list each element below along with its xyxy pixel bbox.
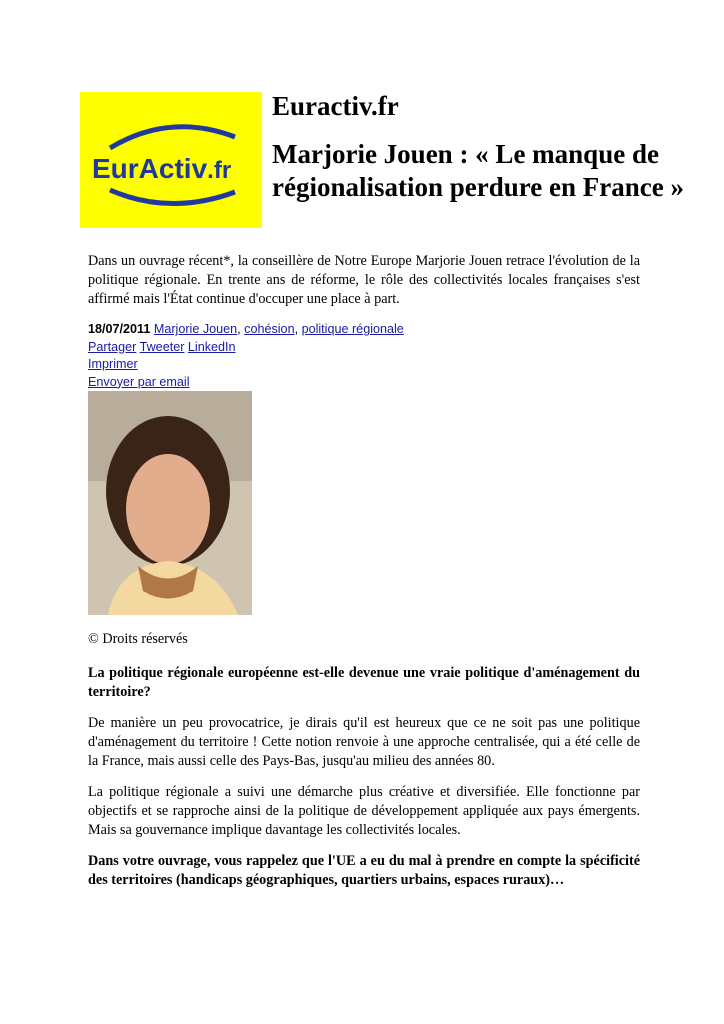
tag-link[interactable]: cohésion	[244, 322, 295, 336]
tag-link[interactable]: politique régionale	[301, 322, 404, 336]
author-photo	[88, 391, 252, 615]
share-link[interactable]: Partager	[88, 339, 137, 354]
article-date: 18/07/2011	[88, 322, 151, 336]
logo-suffix: .fr	[207, 157, 232, 184]
article-lead: Dans un ouvrage récent*, la conseillère de Notre Europe Marjorie Jouen retrace l'évolution de la politique régionale. En trente ans de réforme, le rôle des collectivités locales françaises s'est affirmé mais l'État continue d'occuper une place à part.	[88, 253, 640, 307]
site-name: Euractiv.fr	[272, 91, 399, 121]
svg-text:EurActiv.fr	[92, 153, 231, 184]
answer-1-paragraph-1: De manière un peu provocatrice, je dirais qu'il est heureux que ce ne soit pas une politique d'aménagement du territoire ! Cette notion renvoie à une approche centralisée, qui a été celle de la France, mais aussi celle des Pays-Bas, jusqu'au milieu des années 80.	[88, 715, 640, 769]
euractiv-logo	[80, 92, 262, 228]
tag-link[interactable]: Marjorie Jouen	[153, 322, 238, 336]
tweet-link[interactable]: Tweeter	[139, 339, 185, 354]
answer-1-paragraph-2: La politique régionale a suivi une démarche plus créative et diversifiée. Elle fonctionne par objectifs et se rapproche ainsi de la politique de développement appliquée aux pays émergents. Mais sa gouvernance implique davantage les collectivités locales.	[88, 784, 640, 838]
question-1: La politique régionale européenne est-elle devenue une vraie politique d'aménagement du territoire?	[88, 665, 640, 700]
article-body	[88, 252, 640, 890]
article-meta: 18/07/2011 Marjorie Jouen, cohésion, politique régionale Partager Tweeter LinkedIn Imprimer Envoyer par email	[88, 322, 404, 389]
photo-credit: © Droits réservés	[88, 631, 188, 647]
article-title: Marjorie Jouen : « Le manque de régionalisation perdure en France »	[272, 139, 684, 202]
linkedin-link[interactable]: LinkedIn	[187, 339, 236, 354]
email-link[interactable]: Envoyer par email	[88, 374, 190, 389]
logo-text: EurActiv	[92, 153, 208, 184]
question-2: Dans votre ouvrage, vous rappelez que l'UE a eu du mal à prendre en compte la spécificité des territoires (handicaps géographiques, quartiers urbains, espaces ruraux)…	[88, 853, 640, 888]
print-link[interactable]: Imprimer	[88, 357, 138, 371]
